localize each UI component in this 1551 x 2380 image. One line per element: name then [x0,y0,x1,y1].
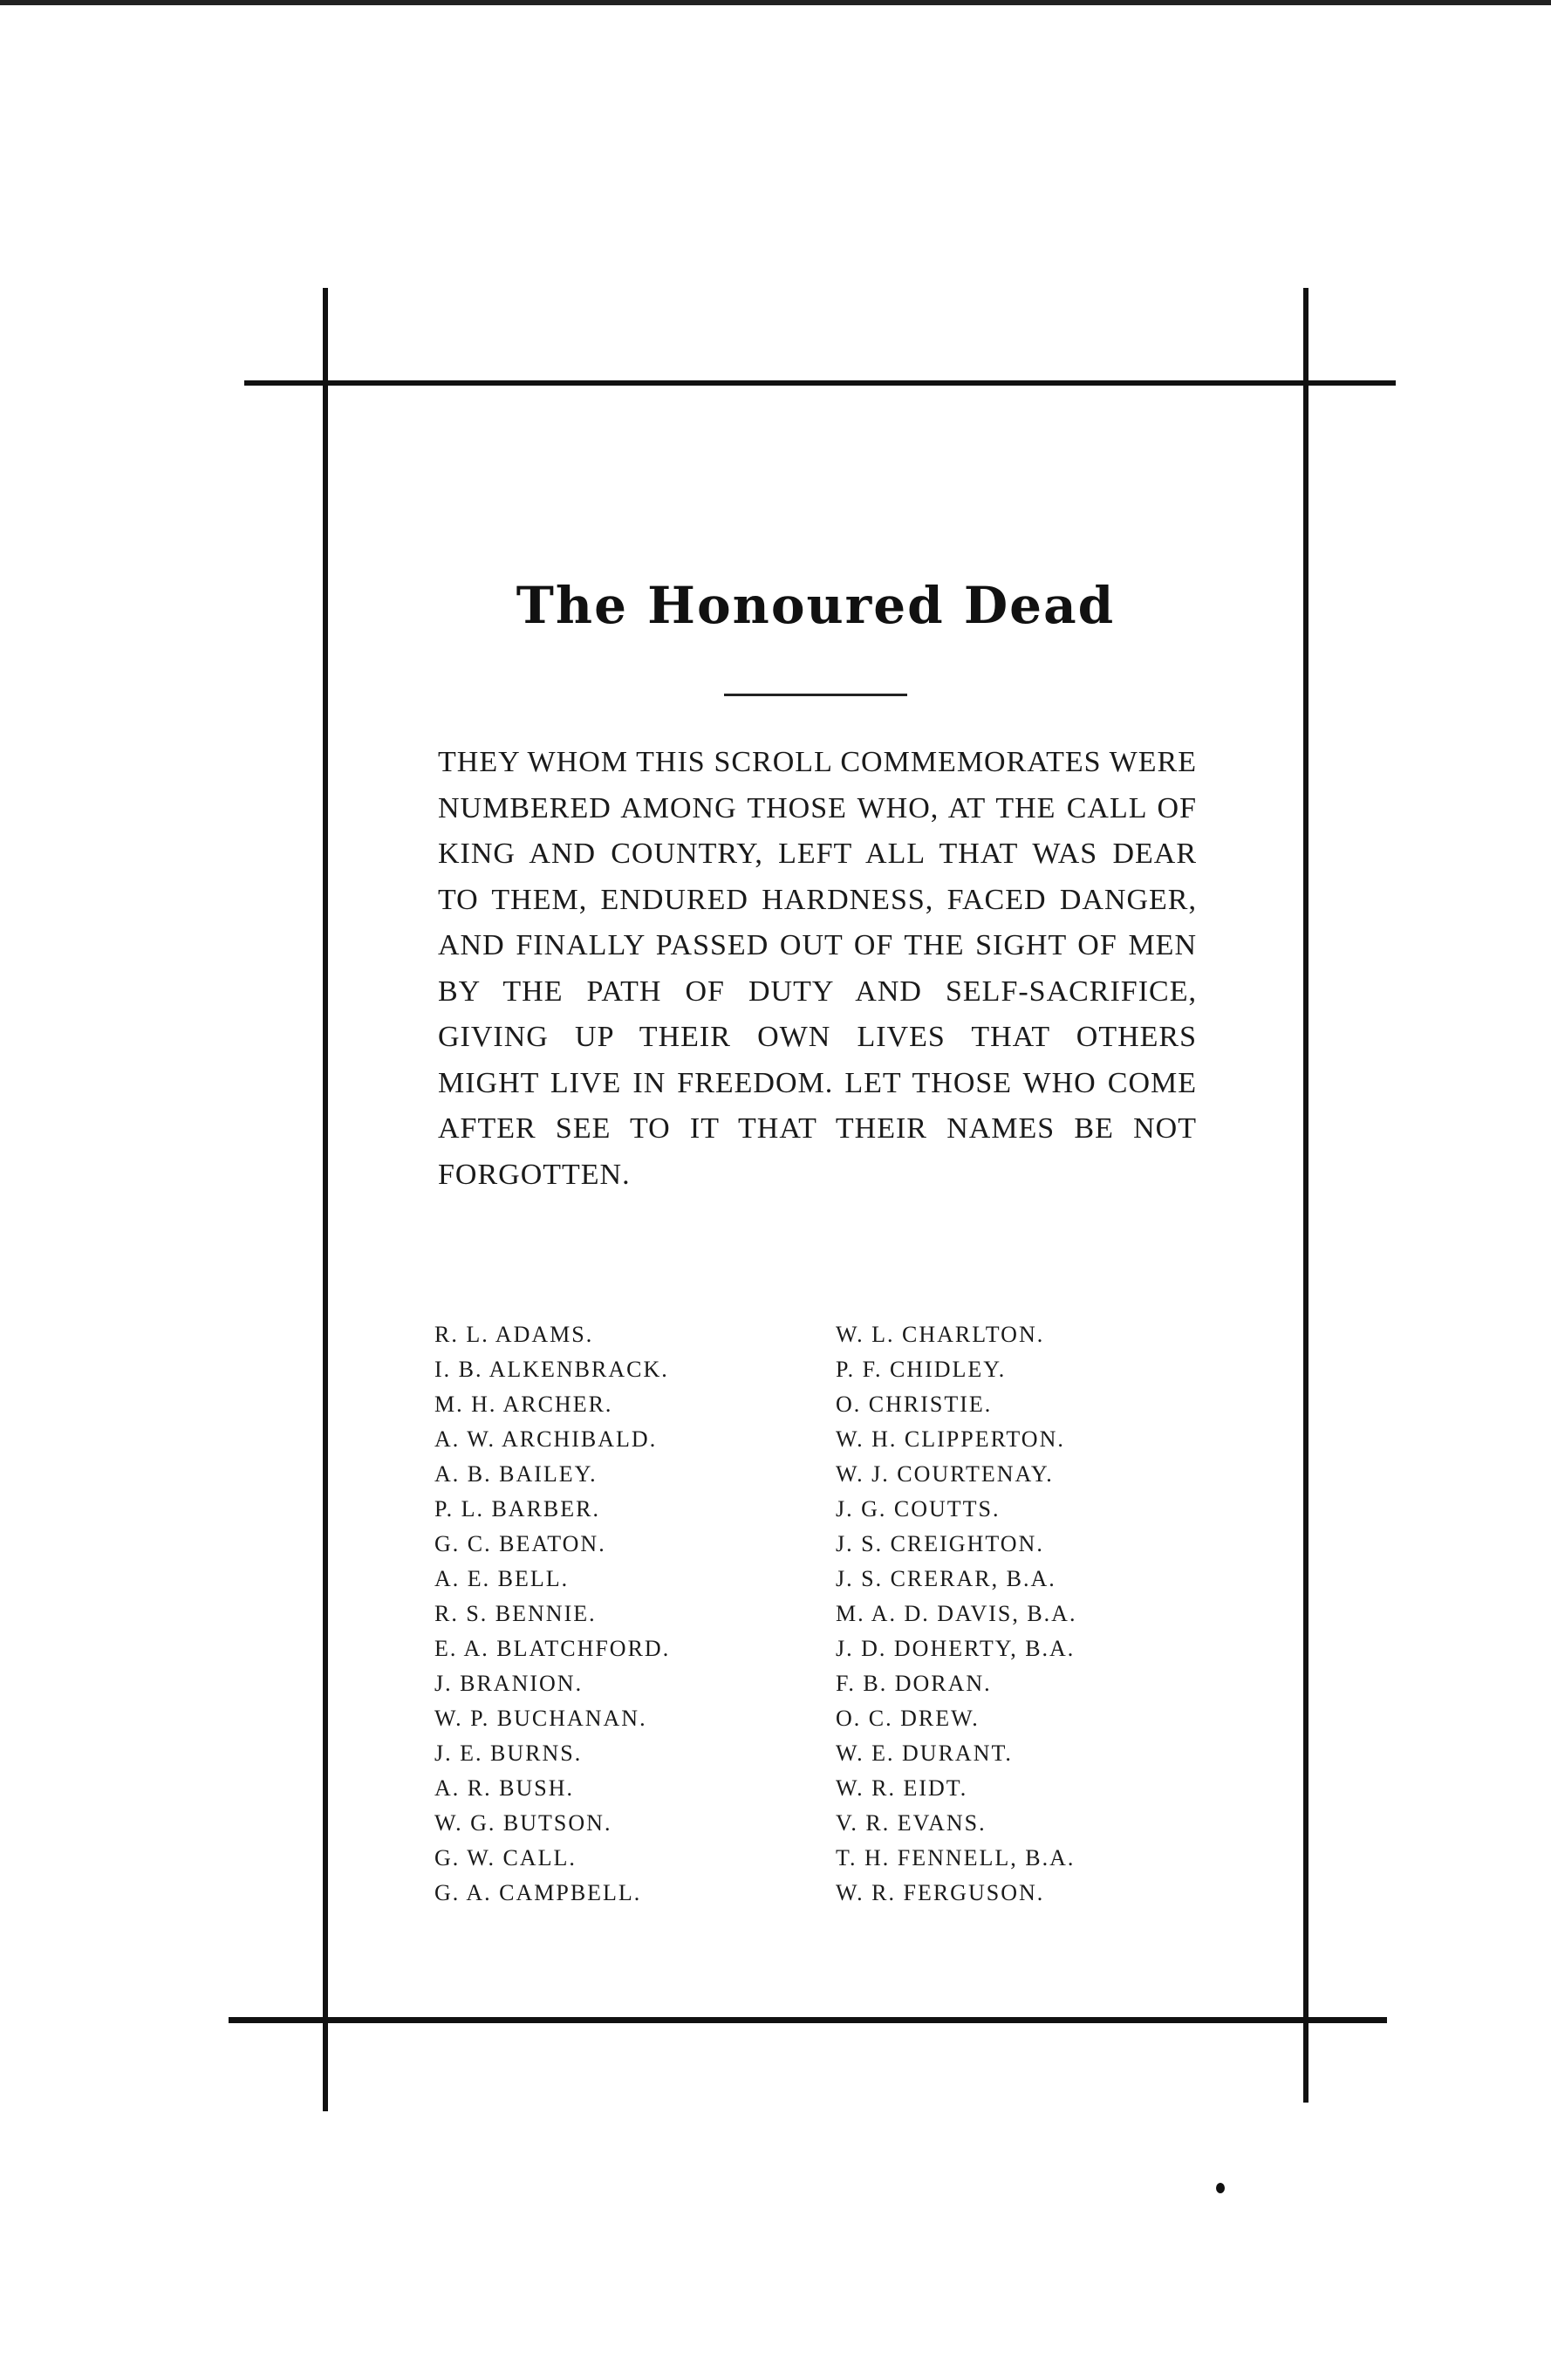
name-entry: G. A. CAMPBELL. [434,1880,642,1905]
name-entry: W. J. COURTENAY. [836,1461,1054,1487]
name-entry: T. H. FENNELL, B.A. [836,1845,1076,1870]
name-entry: J. E. BURNS. [434,1741,583,1766]
name-entry: G. W. CALL. [434,1845,577,1870]
name-entry: W. R. FERGUSON. [836,1880,1045,1905]
name-entry: J. S. CREIGHTON. [836,1531,1044,1556]
name-entry: W. E. DURANT. [836,1741,1013,1766]
name-entry: W. R. EIDT. [836,1775,968,1801]
name-entry: J. BRANION. [434,1671,584,1696]
frame-bottom-rule [229,2017,1387,2023]
name-entry: O. CHRISTIE. [836,1392,993,1417]
name-entry: E. A. BLATCHFORD. [434,1636,671,1661]
name-entry: A. B. BAILEY. [434,1461,598,1487]
dedication-text: THEY WHOM THIS SCROLL COMMEMORATES WERE NUMBERED AMONG THOSE WHO, AT THE CALL OF KING AND COUNTRY, LEFT ALL THAT WAS DEAR TO THEM, ENDURED HARDNESS, FACED DANGER, AND FINALLY PASSED OUT OF THE SIGHT OF MEN BY THE PATH OF DUTY AND SELF-SACRIFICE, GIVING UP THEIR OWN LIVES THAT OTHERS MIGHT LIVE IN FREEDOM. LET THOSE WHO COME AFTER SEE TO IT THAT THEIR NAMES BE NOT FORGOTTEN. [438,746,1197,1191]
name-entry: R. L. ADAMS. [434,1322,594,1347]
ink-speck [1216,2183,1225,2193]
name-entry: A. W. ARCHIBALD. [434,1426,658,1452]
name-entry: I. B. ALKENBRACK. [434,1357,669,1382]
name-entry: G. C. BEATON. [434,1531,606,1556]
name-entry: W. L. CHARLTON. [836,1322,1045,1347]
name-entry: A. R. BUSH. [434,1775,574,1801]
title-divider [724,694,907,696]
name-entry: O. C. DREW. [836,1706,980,1731]
name-entry: P. F. CHIDLEY. [836,1357,1007,1382]
name-entry: R. S. BENNIE. [434,1601,597,1626]
name-entry: W. H. CLIPPERTON. [836,1426,1065,1452]
name-entry: P. L. BARBER. [434,1496,600,1522]
page-top-edge [0,0,1551,5]
frame-left-rule [323,288,328,2111]
frame-right-rule [1303,288,1308,2103]
name-entry: W. P. BUCHANAN. [434,1706,647,1731]
name-entry: A. E. BELL. [434,1566,570,1591]
names-column-left [434,1317,670,1911]
name-entry: J. S. CRERAR, B.A. [836,1566,1056,1591]
frame-top-rule [244,380,1396,386]
name-entry: M. A. D. DAVIS, B.A. [836,1601,1077,1626]
name-entry: V. R. EVANS. [836,1810,987,1836]
names-column-right [836,1317,1076,1911]
page-title: The Honoured Dead [516,576,1116,635]
name-entry: J. D. DOHERTY, B.A. [836,1636,1076,1661]
name-entry: F. B. DORAN. [836,1671,992,1696]
name-entry: W. G. BUTSON. [434,1810,612,1836]
name-entry: J. G. COUTTS. [836,1496,1001,1522]
name-entry: M. H. ARCHER. [434,1392,613,1417]
